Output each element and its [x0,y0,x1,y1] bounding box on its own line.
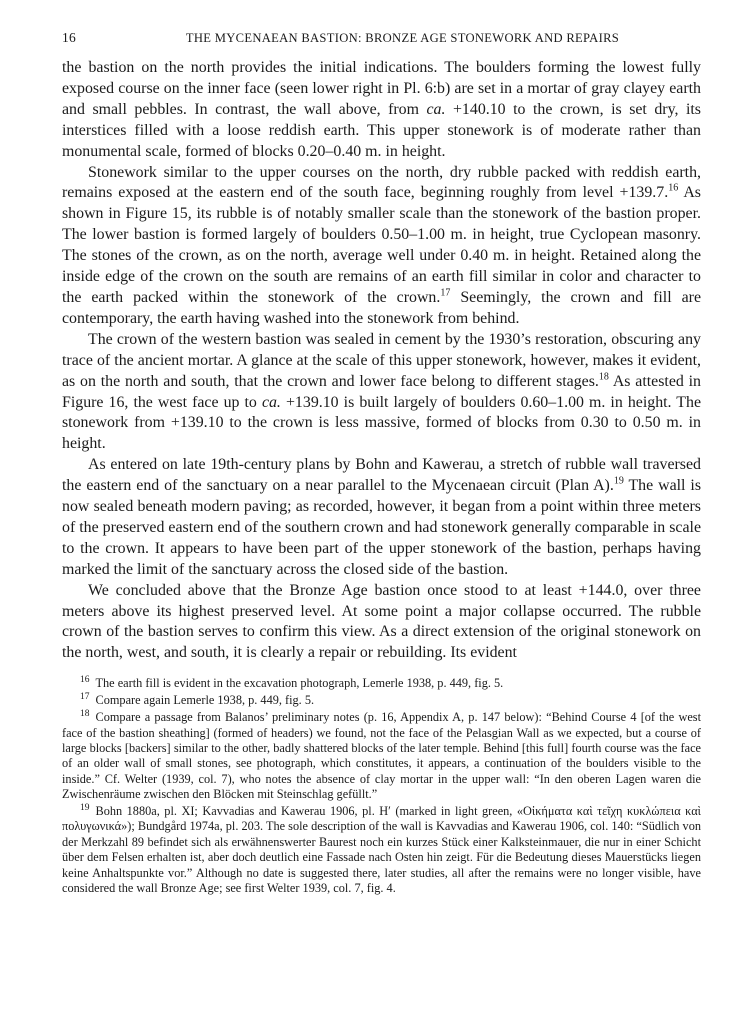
text-run: As shown in Figure 15, its rubble is of notably smaller scale than the stonework of the bastion proper. The lower bastion is formed largely of boulders 0.50–1.00 m. in height, true Cyclopean masonry. The stones of the crown, as on the north, average well under 0.40 m. in height. Retained along the inside edge of the crown on the south are remains of an earth fill similar in color and character to the earth packed within the stonework of the crown. [62,184,701,306]
footnote-number: 19 [80,802,90,813]
text-run: +139.10 is built largely of boulders 0.60–1.00 m. in height. The stonework from +139.10 to the crown is less massive, formed of blocks from 0.30 to 0.50 m. in height. [62,393,701,453]
text-run: Compare again Lemerle 1938, p. 449, fig. 5. [95,693,315,708]
text-run: +140.10 to the crown, is set dry, its interstices filled with a loose reddish earth. This upper stonework is of moderate rather than monumental scale, formed of blocks 0.20–0.40 m. in height. [62,100,701,160]
running-head [62,30,701,52]
footnote-number: 17 [80,692,90,703]
text-run: Stonework similar to the upper courses on the north, dry rubble packed with reddish earth, remains exposed at the eastern end of the south face, beginning roughly from level +139.7. [62,163,701,202]
text-run: Seemingly, the crown and fill are contemporary, the earth having washed into the stonework from behind. [62,288,701,327]
paragraph [62,163,701,330]
footnote-reference: 19 [613,475,624,487]
footnote-reference: 16 [668,183,679,195]
footnotes [62,676,701,896]
paragraph [62,581,701,665]
body-text [62,58,701,664]
text-run: Bohn 1880a, pl. XI; Kavvadias and Kawerau 1906, pl. H′ (marked in light green, «Οἰκήματα καὶ τεῖχη κυκλώπεια καὶ πολυγωνικά»); Bundgård 1974a, pl. 203. The sole description of the wall is Kavvadias and Kawerau 1906, col. 140: “Südlich von der Merkzahl 89 befindet sich als erwähnenswerter Baurest noch ein kurzes Stück einer Kalksteinmauer, die nur in einer Schicht über dem Felsen erhalten ist, aber doch deutlich eine Fassade nach Osten hin zeigt. Für die Bedeutung dieses Mauerstücks liegen keine Anhaltspunkte vor.” Although no date is suggested there, later studies, all after the remains were no longer visible, have considered the wall Bronze Age; see first Welter 1939, col. 7, fig. 4. [62,804,701,896]
text-run: As entered on late 19th-century plans by Bohn and Kawerau, a stretch of rubble wall traversed the eastern end of the sanctuary on a near parallel to the Mycenaean circuit (Plan A). [62,456,701,495]
footnote-number: 18 [80,709,90,719]
page-number: 16 [62,30,76,45]
text-run: We concluded above that the Bronze Age bastion once stood to at least +144.0, over three meters above its highest preserved level. At some point a major collapse occurred. The rubble crown of the bastion serves to confirm this view. As a direct extension of the original stonework on the north, west, and south, it is clearly a repair or rebuilding. Its evident [62,581,701,662]
italic-text: ca. [426,100,446,118]
running-title: THE MYCENAEAN BASTION: BRONZE AGE STONEWORK AND REPAIRS [185,31,620,45]
footnote [62,693,701,708]
footnote [62,676,701,691]
paragraph [62,330,701,455]
text-run: As attested in Figure 16, the west face up to [62,372,701,411]
footnote-reference: 18 [598,371,609,383]
text-run: the bastion on the north provides the initial indications. The boulders forming the lowest fully exposed course on the inner face (seen lower right in Pl. 6:b) are set in a mortar of gray clayey earth and small pebbles. In contrast, the wall above, from [62,59,701,118]
text-run: Compare a passage from Balanos’ preliminary notes (p. 16, Appendix A, p. 147 below): “Behind Course 4 [of the west face of the bastion sheathing] (formed of headers) we found, not the face of the Pelasgian Wall as we expected, but a course of large blocks [backers] similar to the other, badly shattered blocks of the later temple. Behind [this full] fourth course was the face of an older wall of small stones, see photograph, which constitutes, it appears, a continuation of the boulders visible to the inside.” Cf. Welter (1939, col. 7), who notes the absence of clay mortar in the upper wall: “In den oberen Lagen waren die Zwischenräume zwischen den Blöcken mit Steinschlag gefüllt.” [62,710,701,802]
footnote [62,804,701,896]
italic-text: ca. [261,393,281,411]
footnote-reference: 17 [440,287,451,299]
paragraph [62,58,701,163]
footnote [62,710,701,802]
footnote-number: 16 [80,675,90,686]
text-run: The wall is now sealed beneath modern paving; as recorded, however, it began from a point within three meters of the preserved eastern end of the southern crown and had stonework generally comparable in scale to the crown. It appears to have been part of the upper stonework of the bastion, perhaps having marked the limit of the sanctuary across the closed side of the bastion. [62,477,702,578]
text-run: The earth fill is evident in the excavation photograph, Lemerle 1938, p. 449, fig. 5. [95,676,504,691]
text-run: The crown of the western bastion was sealed in cement by the 1930’s restoration, obscuring any trace of the ancient mortar. A glance at the scale of this upper stonework, however, makes it evident, as on the north and south, that the crown and lower face belong to different stages. [62,330,701,390]
paragraph [62,455,701,580]
